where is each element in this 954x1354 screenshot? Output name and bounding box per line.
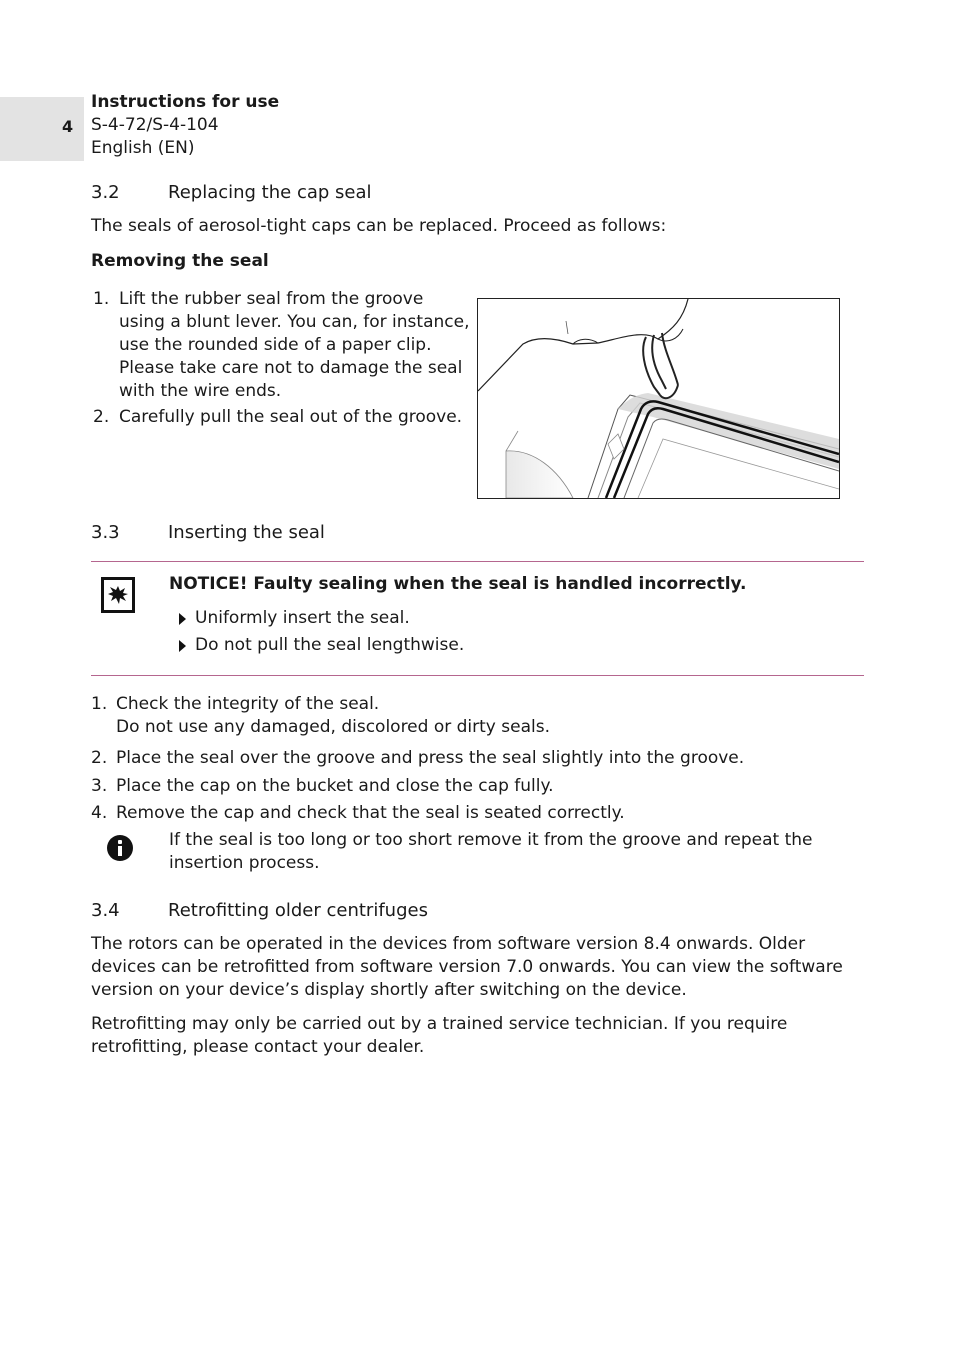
paragraph-line: devices can be retrofitted from software version 7.0 onwards. You can view the software bbox=[91, 957, 843, 977]
list-text: with the wire ends. bbox=[119, 381, 282, 401]
list-item bbox=[91, 747, 851, 770]
doc-title: Instructions for use bbox=[91, 92, 280, 112]
list-item bbox=[93, 406, 473, 429]
arrow-right-icon bbox=[179, 640, 186, 652]
list-text: using a blunt lever. You can, for instance, bbox=[119, 312, 470, 332]
arrow-right-icon bbox=[179, 613, 186, 625]
notice-bullet bbox=[179, 634, 579, 657]
list-number: 3. bbox=[91, 776, 108, 796]
section-number: 3.3 bbox=[91, 522, 120, 543]
info-icon bbox=[107, 835, 133, 861]
info-text: insertion process. bbox=[169, 853, 320, 873]
info-text: If the seal is too long or too short remove it from the groove and repeat the bbox=[169, 830, 813, 850]
paragraph-line: version on your device’s display shortly after switching on the device. bbox=[91, 980, 687, 1000]
notice-burst-icon bbox=[104, 580, 132, 610]
subheading: Removing the seal bbox=[91, 251, 269, 271]
section-intro: The seals of aerosol-tight caps can be replaced. Proceed as follows: bbox=[91, 216, 667, 236]
bullet-text: Uniformly insert the seal. bbox=[195, 608, 410, 628]
list-text: Check the integrity of the seal. bbox=[116, 694, 380, 714]
list-item bbox=[91, 775, 851, 798]
seal-removal-illustration bbox=[477, 298, 840, 499]
section-title: Inserting the seal bbox=[168, 522, 325, 543]
list-text: Place the seal over the groove and press the seal slightly into the groove. bbox=[116, 748, 745, 768]
notice-bottom-rule bbox=[91, 675, 864, 676]
bullet-text: Do not pull the seal lengthwise. bbox=[195, 635, 465, 655]
list-number: 4. bbox=[91, 803, 108, 823]
list-item bbox=[91, 693, 851, 739]
doc-language: English (EN) bbox=[91, 138, 195, 158]
list-text: Remove the cap and check that the seal is seated correctly. bbox=[116, 803, 625, 823]
notice-top-rule bbox=[91, 561, 864, 562]
list-text: Do not use any damaged, discolored or dirty seals. bbox=[116, 717, 550, 737]
list-text: Please take care not to damage the seal bbox=[119, 358, 463, 378]
page-number: 4 bbox=[62, 117, 74, 136]
paragraph-line: The rotors can be operated in the devices from software version 8.4 onwards. Older bbox=[91, 934, 806, 954]
paragraph-line: retrofitting, please contact your dealer. bbox=[91, 1037, 425, 1057]
doc-model: S-4-72/S-4-104 bbox=[91, 115, 219, 135]
section-title: Retrofitting older centrifuges bbox=[168, 900, 428, 921]
list-text: Lift the rubber seal from the groove bbox=[119, 289, 424, 309]
list-item bbox=[91, 802, 851, 825]
list-item bbox=[93, 288, 473, 403]
section-number: 3.4 bbox=[91, 900, 120, 921]
list-text: Carefully pull the seal out of the groove. bbox=[119, 407, 463, 427]
section-number: 3.2 bbox=[91, 182, 120, 203]
notice-title: NOTICE! Faulty sealing when the seal is handled incorrectly. bbox=[169, 574, 747, 594]
list-number: 1. bbox=[93, 289, 110, 309]
list-text: Place the cap on the bucket and close the cap fully. bbox=[116, 776, 554, 796]
list-number: 2. bbox=[91, 748, 108, 768]
paragraph-line: Retrofitting may only be carried out by a trained service technician. If you require bbox=[91, 1014, 788, 1034]
section-title: Replacing the cap seal bbox=[168, 182, 372, 203]
notice-warning-icon bbox=[101, 577, 135, 613]
list-number: 2. bbox=[93, 407, 110, 427]
list-text: use the rounded side of a paper clip. bbox=[119, 335, 432, 355]
notice-bullet bbox=[179, 607, 579, 630]
list-number: 1. bbox=[91, 694, 108, 714]
seal-removal-drawing bbox=[478, 299, 839, 498]
